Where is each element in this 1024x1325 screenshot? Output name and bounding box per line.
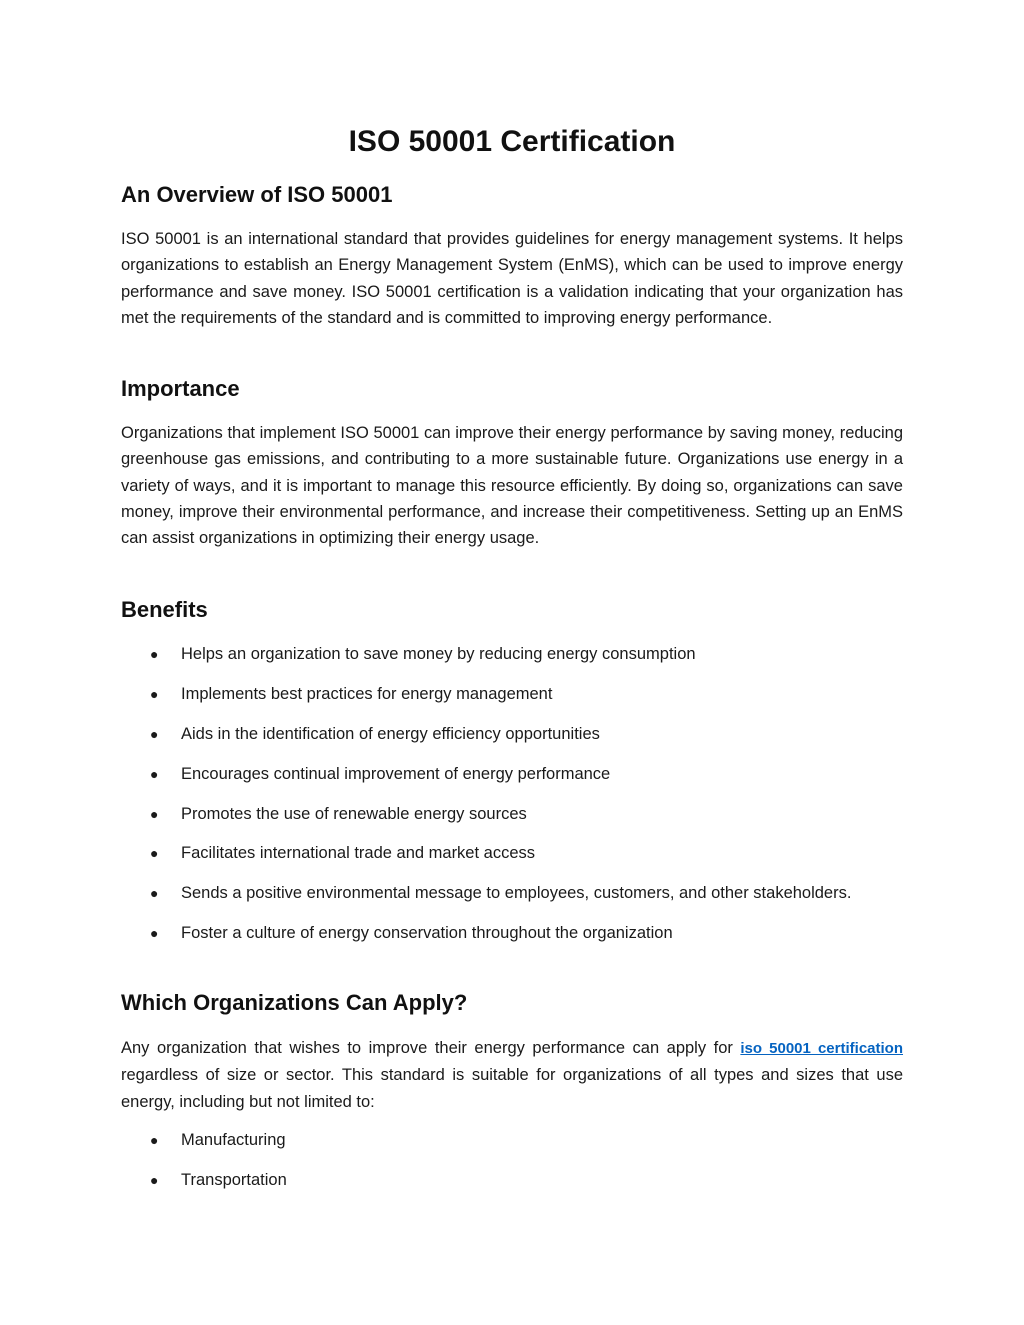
benefit-text: Sends a positive environmental message to employees, customers, and other stakeholders. bbox=[181, 884, 852, 903]
apply-heading: Which Organizations Can Apply? bbox=[121, 990, 468, 1015]
list-item bbox=[121, 721, 903, 747]
overview-heading: An Overview of ISO 50001 bbox=[121, 182, 393, 207]
apply-text-after: regardless of size or sector. This standard is suitable for organizations of all types and sizes that use energy, including but not limited to: bbox=[121, 1066, 903, 1111]
benefit-text: Aids in the identification of energy efficiency opportunities bbox=[181, 724, 600, 743]
benefit-text: Foster a culture of energy conservation throughout the organization bbox=[181, 924, 673, 943]
benefits-heading: Benefits bbox=[121, 597, 208, 622]
apply-text-before: Any organization that wishes to improve their energy performance can apply for bbox=[121, 1039, 741, 1057]
document-title: ISO 50001 Certification bbox=[348, 125, 676, 158]
sector-text: Manufacturing bbox=[181, 1131, 286, 1149]
bullet-icon: ● bbox=[150, 725, 159, 742]
bullet-icon: ● bbox=[150, 646, 159, 662]
benefit-text: Promotes the use of renewable energy sources bbox=[181, 804, 527, 823]
list-item bbox=[121, 920, 903, 946]
importance-heading: Importance bbox=[121, 376, 240, 401]
apply-paragraph bbox=[121, 1035, 903, 1115]
bullet-icon: ● bbox=[150, 1132, 159, 1148]
benefits-list bbox=[121, 641, 903, 960]
bullet-icon: ● bbox=[150, 1171, 159, 1188]
iso-certification-link[interactable]: iso 50001 certification bbox=[740, 1040, 903, 1057]
overview-paragraph: ISO 50001 is an international standard that provides guidelines for energy management systems. It helps organizations to establish an Energy Management System (EnMS), which can be used to improve energy performance and save money. ISO 50001 certification is a validation indicating that your organization has met the requirements of the standard and is committed to improving energy performance. bbox=[121, 230, 903, 327]
list-item bbox=[121, 681, 903, 707]
benefit-text: Facilitates international trade and market access bbox=[181, 844, 536, 863]
list-item bbox=[121, 840, 903, 866]
sector-text: Transportation bbox=[181, 1170, 287, 1189]
benefit-text: Helps an organization to save money by reducing energy consumption bbox=[181, 645, 696, 663]
list-item bbox=[121, 880, 903, 906]
list-item bbox=[121, 801, 903, 827]
importance-paragraph: Organizations that implement ISO 50001 can improve their energy performance by saving money, reducing greenhouse gas emissions, and contributing to a more sustainable future. Organizations use energy in a variety of ways, and it is important to manage this resource efficiently. By doing so, organizations can save money, improve their environmental performance, and increase their competitiveness. Setting up an EnMS can assist organizations in optimizing their energy usage. bbox=[121, 424, 903, 548]
bullet-icon: ● bbox=[150, 765, 159, 782]
benefit-text: Encourages continual improvement of energy performance bbox=[181, 764, 611, 783]
bullet-icon: ● bbox=[150, 925, 159, 942]
bullet-icon: ● bbox=[150, 885, 159, 902]
list-item bbox=[121, 761, 903, 787]
benefit-text: Implements best practices for energy management bbox=[181, 684, 553, 703]
sectors-list bbox=[121, 1127, 903, 1207]
list-item bbox=[121, 641, 903, 667]
bullet-icon: ● bbox=[150, 805, 159, 822]
list-item bbox=[121, 1167, 903, 1193]
list-item bbox=[121, 1127, 903, 1153]
bullet-icon: ● bbox=[150, 845, 159, 862]
bullet-icon: ● bbox=[150, 685, 159, 702]
